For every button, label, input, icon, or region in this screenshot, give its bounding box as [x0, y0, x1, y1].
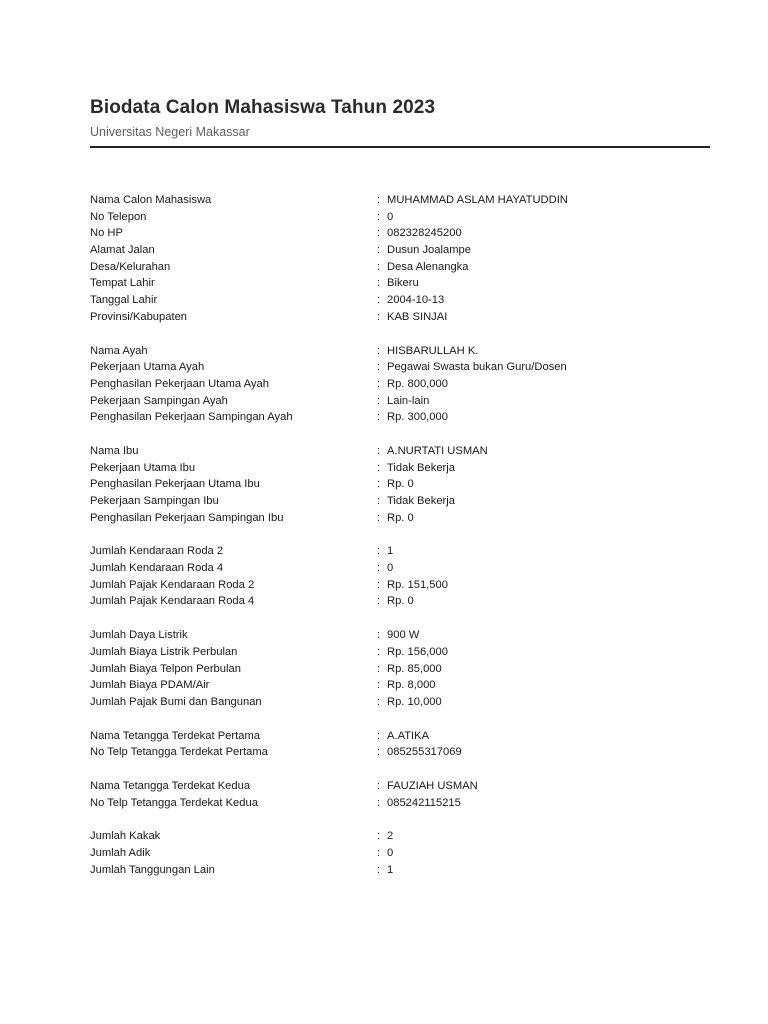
field-separator: :: [377, 294, 381, 307]
field-label: Nama Tetangga Terdekat Kedua: [90, 779, 251, 792]
field-row: [90, 443, 710, 460]
field-row: [90, 409, 710, 426]
field-separator: :: [377, 595, 381, 608]
field-row: [90, 259, 710, 276]
field-value: MUHAMMAD ASLAM HAYATUDDIN: [387, 194, 568, 206]
field-label: Jumlah Kendaraan Roda 2: [90, 545, 224, 558]
field-row: [90, 292, 710, 309]
field-label: Pekerjaan Sampingan Ibu: [90, 495, 219, 507]
field-separator: :: [377, 277, 381, 290]
field-row: [90, 376, 710, 393]
field-row: [90, 543, 710, 560]
field-value: 2: [387, 830, 394, 843]
field-separator: :: [377, 511, 381, 524]
field-label: No Telp Tetangga Terdekat Pertama: [90, 746, 268, 759]
field-row: [90, 192, 710, 209]
field-value: 1: [387, 863, 394, 876]
field-value: Rp. 0: [387, 511, 414, 524]
field-row: [90, 309, 710, 326]
field-separator: :: [377, 830, 381, 843]
field-value: Rp. 300,000: [387, 411, 448, 424]
field-separator: :: [377, 847, 381, 859]
field-separator: :: [377, 411, 381, 424]
field-separator: :: [377, 210, 381, 223]
field-section: [90, 828, 710, 878]
field-separator: :: [377, 260, 381, 273]
field-value: Pegawai Swasta bukan Guru/Dosen: [387, 361, 567, 374]
field-value: 2004-10-13: [387, 294, 445, 307]
field-value: Rp. 8,000: [387, 679, 436, 692]
field-value: Rp. 0: [387, 595, 414, 608]
field-value: 0: [387, 847, 394, 859]
field-label: Jumlah Kakak: [90, 830, 161, 843]
field-separator: :: [377, 662, 381, 675]
field-row: [90, 393, 710, 410]
field-row: [90, 577, 710, 594]
field-label: Jumlah Tanggungan Lain: [90, 863, 215, 876]
field-label: No Telepon: [90, 210, 147, 223]
field-value: Rp. 151,500: [387, 578, 448, 591]
field-label: Penghasilan Pekerjaan Utama Ibu: [90, 478, 260, 491]
field-value: HISBARULLAH K.: [387, 344, 479, 357]
field-label: Nama Calon Mahasiswa: [90, 194, 212, 206]
field-separator: :: [377, 796, 381, 809]
field-separator: :: [377, 377, 381, 390]
biodata-fields: [90, 192, 710, 878]
field-label: Penghasilan Pekerjaan Utama Ayah: [90, 377, 269, 390]
field-label: Provinsi/Kabupaten: [90, 310, 188, 323]
field-value: Rp. 0: [387, 478, 414, 491]
field-value: 085242115215: [387, 796, 461, 809]
field-value: 082328245200: [387, 227, 462, 240]
field-separator: :: [377, 194, 381, 206]
field-label: Jumlah Pajak Bumi dan Bangunan: [90, 695, 262, 708]
field-separator: :: [377, 629, 381, 642]
field-row: [90, 343, 710, 360]
document-title: Biodata Calon Mahasiswa Tahun 2023: [90, 97, 436, 118]
field-value: 900 W: [387, 629, 420, 642]
field-separator: :: [377, 578, 381, 591]
field-section: [90, 728, 710, 761]
field-separator: :: [377, 729, 381, 742]
field-separator: :: [377, 863, 381, 876]
field-row: [90, 209, 710, 226]
field-label: Desa/Kelurahan: [90, 260, 171, 273]
field-separator: :: [377, 746, 381, 759]
field-row: [90, 593, 710, 610]
field-label: Jumlah Pajak Kendaraan Roda 4: [90, 595, 255, 608]
field-value: 085255317069: [387, 746, 462, 759]
field-separator: :: [377, 344, 381, 357]
field-separator: :: [377, 361, 381, 374]
field-row: [90, 627, 710, 644]
field-separator: :: [377, 394, 381, 407]
field-value: A.NURTATI USMAN: [387, 444, 488, 457]
field-value: FAUZIAH USMAN: [387, 779, 478, 792]
field-label: Nama Ibu: [90, 444, 139, 457]
field-section: [90, 627, 710, 710]
field-row: [90, 476, 710, 493]
field-row: [90, 242, 710, 259]
field-section: [90, 443, 710, 526]
field-section: [90, 778, 710, 811]
field-label: Jumlah Adik: [90, 847, 151, 859]
field-value: Tidak Bekerja: [387, 461, 455, 474]
field-row: [90, 677, 710, 694]
field-label: Tanggal Lahir: [90, 294, 158, 307]
field-label: Jumlah Biaya Telpon Perbulan: [90, 662, 241, 675]
field-value: Rp. 85,000: [387, 662, 442, 675]
field-section: [90, 543, 710, 610]
field-value: Rp. 10,000: [387, 695, 442, 708]
field-row: [90, 275, 710, 292]
header-divider: [90, 146, 710, 148]
field-separator: :: [377, 645, 381, 658]
field-value: Dusun Joalampe: [387, 244, 471, 257]
field-row: [90, 460, 710, 477]
field-section: [90, 343, 710, 426]
field-row: [90, 744, 710, 761]
field-separator: :: [377, 562, 381, 575]
field-separator: :: [377, 478, 381, 491]
field-label: Pekerjaan Utama Ayah: [90, 361, 205, 374]
field-value: 1: [387, 545, 394, 558]
field-value: 0: [387, 562, 394, 575]
field-separator: :: [377, 227, 381, 240]
field-label: Jumlah Biaya Listrik Perbulan: [90, 645, 238, 658]
field-row: [90, 828, 710, 845]
field-value: Lain-lain: [387, 394, 430, 407]
field-value: A.ATIKA: [387, 729, 430, 742]
field-label: Pekerjaan Sampingan Ayah: [90, 394, 228, 407]
field-label: No HP: [90, 227, 123, 240]
field-separator: :: [377, 545, 381, 558]
field-separator: :: [377, 779, 381, 792]
field-label: Jumlah Daya Listrik: [90, 629, 188, 642]
field-row: [90, 862, 710, 879]
field-label: Pekerjaan Utama Ibu: [90, 461, 196, 474]
field-separator: :: [377, 310, 381, 323]
field-row: [90, 694, 710, 711]
field-separator: :: [377, 495, 381, 507]
field-label: Penghasilan Pekerjaan Sampingan Ibu: [90, 511, 284, 524]
field-separator: :: [377, 679, 381, 692]
field-row: [90, 560, 710, 577]
field-row: [90, 661, 710, 678]
field-value: Rp. 800,000: [387, 377, 448, 390]
field-row: [90, 493, 710, 510]
field-label: No Telp Tetangga Terdekat Kedua: [90, 796, 258, 809]
field-separator: :: [377, 461, 381, 474]
field-value: 0: [387, 210, 394, 223]
field-row: [90, 225, 710, 242]
field-row: [90, 778, 710, 795]
field-separator: :: [377, 444, 381, 457]
field-label: Nama Tetangga Terdekat Pertama: [90, 729, 260, 742]
field-row: [90, 510, 710, 527]
field-separator: :: [377, 695, 381, 708]
field-row: [90, 795, 710, 812]
field-value: KAB SINJAI: [387, 310, 448, 323]
field-row: [90, 359, 710, 376]
field-label: Alamat Jalan: [90, 244, 155, 257]
field-row: [90, 728, 710, 745]
field-label: Nama Ayah: [90, 344, 148, 357]
document-page: [90, 94, 710, 895]
field-label: Jumlah Biaya PDAM/Air: [90, 679, 210, 692]
field-label: Tempat Lahir: [90, 277, 155, 290]
field-label: Jumlah Kendaraan Roda 4: [90, 562, 224, 575]
field-row: [90, 644, 710, 661]
document-subtitle: Universitas Negeri Makassar: [90, 125, 250, 139]
field-separator: :: [377, 244, 381, 257]
field-value: Desa Alenangka: [387, 260, 469, 273]
field-value: Rp. 156,000: [387, 645, 448, 658]
field-value: Tidak Bekerja: [387, 495, 455, 507]
field-section: [90, 192, 710, 326]
field-label: Jumlah Pajak Kendaraan Roda 2: [90, 578, 255, 591]
field-row: [90, 845, 710, 862]
field-label: Penghasilan Pekerjaan Sampingan Ayah: [90, 411, 293, 424]
field-value: Bikeru: [387, 277, 419, 290]
